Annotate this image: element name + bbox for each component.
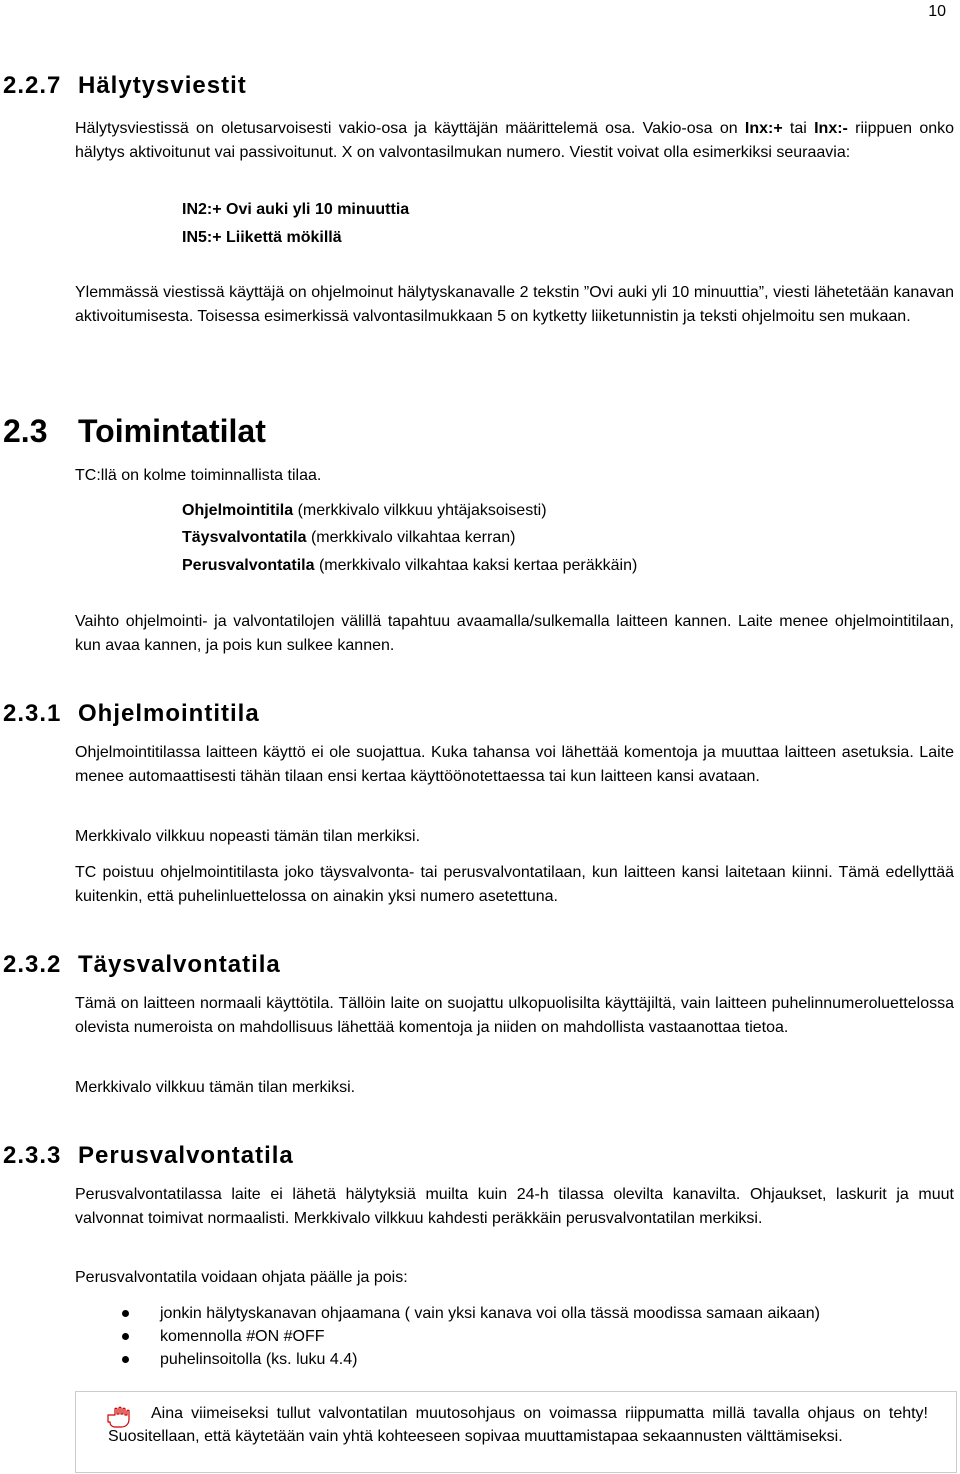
mode-item [182, 554, 637, 578]
mode-item [182, 526, 515, 550]
section-number: 2.2.7 [3, 72, 62, 99]
list-item-text: puhelinsoitolla (ks. luku 4.4) [160, 1351, 358, 1368]
section-heading-2-2-7 [3, 71, 247, 101]
section-title: Perusvalvontatila [78, 1142, 294, 1169]
bullet-dot [122, 1356, 129, 1363]
mode-description: (merkkivalo vilkahtaa kaksi kertaa peräkkäin) [314, 557, 638, 574]
note-text: Aina viimeiseksi tullut valvontatilan muutosohjaus on voimassa riippumatta millä tavalla ohjaus on tehty! Suositellaan, että käytetään vain yhtä kohteeseen sopivaa muuttamistapaa sekaannusten välttämiseksi. [108, 1405, 928, 1445]
section-title: Hälytysviestit [78, 72, 247, 99]
paragraph-alarm-intro [75, 117, 954, 164]
mode-name: Perusvalvontatila [182, 557, 315, 574]
mode-description: (merkkivalo vilkahtaa kerran) [306, 529, 516, 546]
section-number: 2.3.1 [3, 700, 62, 727]
paragraph-mode-switching: Vaihto ohjelmointi- ja valvontatilojen välillä tapahtuu avaamalla/sulkemalla laitteen kannen. Laite menee ohjelmointitilaan, kun avaa kannen, ja pois kun sulkee kannen. [75, 613, 954, 654]
section-heading-2-3 [3, 412, 266, 450]
section-title: Toimintatilat [78, 413, 266, 449]
list-item [75, 1302, 820, 1325]
section-heading-2-3-3 [3, 1141, 294, 1171]
mode-name: Täysvalvontatila [182, 529, 307, 546]
text-run: Hälytysviestissä on oletusarvoisesti vakio-osa ja käyttäjän määrittelemä osa. Vakio-osa on [75, 120, 745, 137]
list-item-text: jonkin hälytyskanavan ohjaamana ( vain yksi kanava voi olla tässä moodissa samaan aikaan) [160, 1305, 820, 1322]
section-number: 2.3 [3, 413, 48, 449]
paragraph-basic-surveillance-control: Perusvalvontatila voidaan ohjata päälle ja pois: [75, 1269, 408, 1286]
paragraph-programming-mode: Ohjelmointitilassa laitteen käyttö ei ole suojattua. Kuka tahansa voi lähettää komentoja ja muuttaa laitteen asetuksia. Laite menee automaattisesti tähän tilaan ensi kertaa käyttöönotettaessa tai kun laitteen kansi avataan. [75, 744, 954, 785]
list-item-text: komennolla #ON #OFF [160, 1328, 325, 1345]
bullet-dot [122, 1310, 129, 1317]
section-number: 2.3.3 [3, 1142, 62, 1169]
text-run: tai [782, 120, 815, 137]
bullet-dot [122, 1333, 129, 1340]
section-title: Ohjelmointitila [78, 700, 260, 727]
paragraph-modes-intro: TC:llä on kolme toiminnallista tilaa. [75, 467, 322, 484]
section-title: Täysvalvontatila [78, 951, 281, 978]
note-box [75, 1391, 957, 1473]
mode-name: Ohjelmointitila [182, 502, 294, 519]
mode-description: (merkkivalo vilkkuu yhtäjaksoisesti) [293, 502, 547, 519]
example-message-2: IN5:+ Liikettä mökillä [182, 229, 342, 246]
paragraph-alarm-explanation: Ylemmässä viestissä käyttäjä on ohjelmoinut hälytyskanavalle 2 tekstin ”Ovi auki yli 10 minuuttia”, viesti lähetetään kanavan aktivoitumisesta. Toisessa esimerkissä valvontasilmukkaan 5 on kytketty liiketunnistin ja teksti ohjelmoitu sen mukaan. [75, 284, 954, 325]
list-item [75, 1325, 820, 1348]
mode-item [182, 499, 547, 523]
example-message-1: IN2:+ Ovi auki yli 10 minuuttia [182, 201, 410, 218]
text-run: riippuen onko hälytys aktivoitunut vai passivoitunut. X on valvontasilmukan numero. Viestit voivat olla esimerkiksi seuraavia: [75, 120, 955, 161]
section-heading-2-3-2 [3, 950, 281, 980]
list-item [75, 1348, 820, 1371]
section-heading-2-3-1 [3, 699, 260, 729]
paragraph-programming-led: Merkkivalo vilkkuu nopeasti tämän tilan merkiksi. [75, 828, 421, 845]
section-number: 2.3.2 [3, 951, 62, 978]
paragraph-full-surveillance-led: Merkkivalo vilkkuu tämän tilan merkiksi. [75, 1079, 356, 1096]
paragraph-programming-exit: TC poistuu ohjelmointitilasta joko täysvalvonta- tai perusvalvontatilaan, kun laitteen kansi laitetaan kiinni. Tämä edellyttää kuitenkin, että puhelinluettelossa on ainakin yksi numero asetettuna. [75, 864, 954, 905]
paragraph-full-surveillance: Tämä on laitteen normaali käyttötila. Tällöin laite on suojattu ulkopuolisilta käyttäjiltä, vain laitteen puhelinnumeroluettelossa olevista numeroista on mahdollisuus lähettää komentoja ja niiden on mahdollista vastaanottaa tietoa. [75, 995, 954, 1036]
bullet-list [75, 1302, 820, 1371]
page-number: 10 [928, 3, 946, 20]
paragraph-basic-surveillance: Perusvalvontatilassa laite ei lähetä hälytyksiä muilta kuin 24-h tilassa olevilta kanavilta. Ohjaukset, laskurit ja muut valvonnat toimivat normaalisti. Merkkivalo vilkkuu kahdesti peräkkäin perusvalvontatilan merkiksi. [75, 1186, 954, 1227]
code-inx-minus: Inx:- [814, 120, 848, 137]
code-inx-plus: Inx:+ [744, 120, 783, 137]
